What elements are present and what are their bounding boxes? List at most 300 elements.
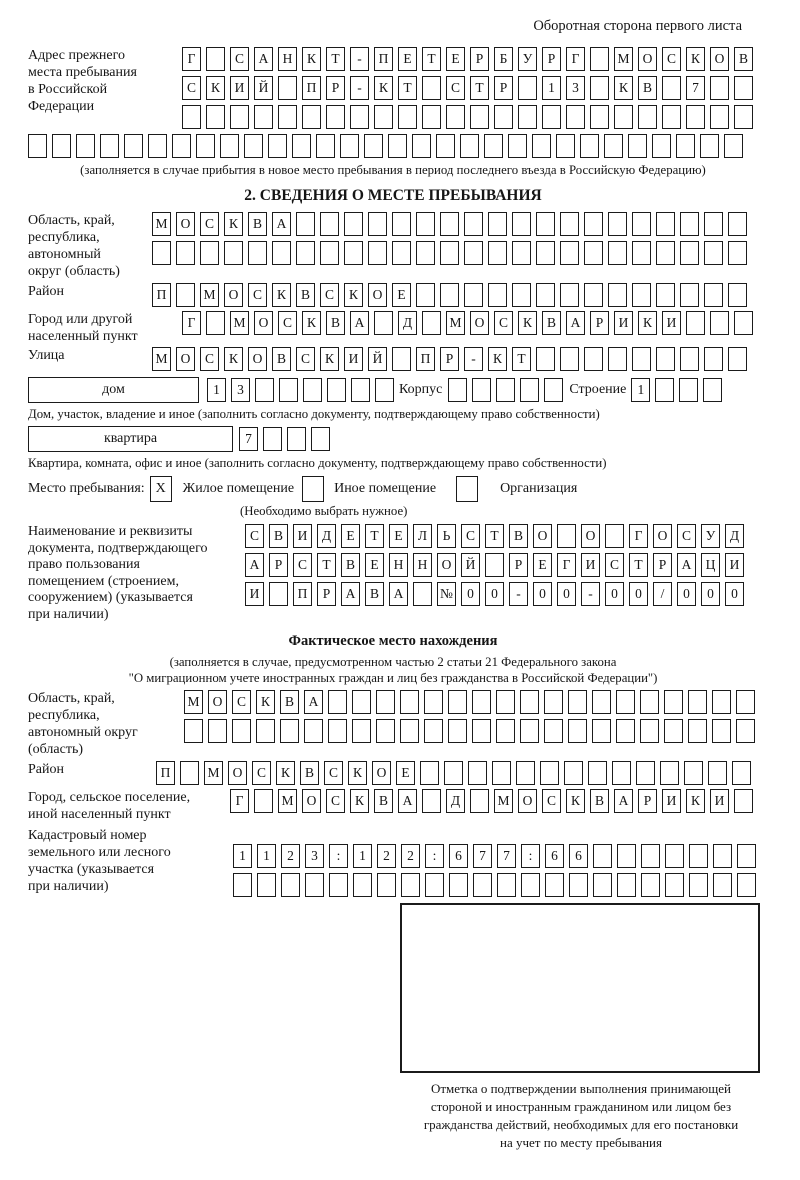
- char-box[interactable]: К: [320, 347, 339, 371]
- char-box[interactable]: [734, 76, 753, 100]
- char-box[interactable]: [710, 311, 729, 335]
- char-box[interactable]: Т: [512, 347, 531, 371]
- char-box[interactable]: Р: [638, 789, 657, 813]
- checkbox-other-premises[interactable]: [302, 476, 324, 502]
- char-box[interactable]: [632, 212, 651, 236]
- char-box[interactable]: Е: [398, 47, 417, 71]
- char-box[interactable]: К: [488, 347, 507, 371]
- char-box[interactable]: [728, 347, 747, 371]
- char-box[interactable]: Е: [533, 553, 552, 577]
- char-box[interactable]: [593, 873, 612, 897]
- char-box[interactable]: [617, 844, 636, 868]
- char-box[interactable]: К: [272, 283, 291, 307]
- char-box[interactable]: [652, 134, 671, 158]
- char-box[interactable]: А: [677, 553, 696, 577]
- char-box[interactable]: [616, 690, 635, 714]
- char-box[interactable]: [196, 134, 215, 158]
- char-box[interactable]: [680, 241, 699, 265]
- char-box[interactable]: А: [614, 789, 633, 813]
- char-box[interactable]: [512, 212, 531, 236]
- char-box[interactable]: Й: [461, 553, 480, 577]
- char-box[interactable]: [688, 690, 707, 714]
- char-box[interactable]: [272, 241, 291, 265]
- char-box[interactable]: [638, 105, 657, 129]
- char-box[interactable]: [400, 719, 419, 743]
- char-box[interactable]: [206, 47, 225, 71]
- char-box[interactable]: [584, 347, 603, 371]
- char-box[interactable]: Р: [470, 47, 489, 71]
- char-box[interactable]: -: [350, 76, 369, 100]
- char-box[interactable]: [508, 134, 527, 158]
- char-box[interactable]: [560, 283, 579, 307]
- char-box[interactable]: С: [232, 690, 251, 714]
- char-box[interactable]: [497, 873, 516, 897]
- char-box[interactable]: [152, 241, 171, 265]
- char-box[interactable]: [287, 427, 306, 451]
- char-box[interactable]: К: [224, 347, 243, 371]
- char-box[interactable]: К: [344, 283, 363, 307]
- char-box[interactable]: [676, 134, 695, 158]
- char-box[interactable]: [686, 105, 705, 129]
- char-box[interactable]: К: [638, 311, 657, 335]
- char-box[interactable]: [388, 134, 407, 158]
- char-box[interactable]: [512, 283, 531, 307]
- char-box[interactable]: [608, 241, 627, 265]
- char-box[interactable]: [544, 719, 563, 743]
- char-box[interactable]: [351, 378, 370, 402]
- char-box[interactable]: [255, 378, 274, 402]
- char-box[interactable]: [468, 761, 487, 785]
- char-box[interactable]: О: [653, 524, 672, 548]
- char-box[interactable]: И: [725, 553, 744, 577]
- char-box[interactable]: С: [293, 553, 312, 577]
- char-box[interactable]: О: [368, 283, 387, 307]
- char-box[interactable]: [176, 241, 195, 265]
- char-box[interactable]: [736, 690, 755, 714]
- char-box[interactable]: [704, 241, 723, 265]
- char-box[interactable]: [689, 844, 708, 868]
- char-box[interactable]: [545, 873, 564, 897]
- char-box[interactable]: 1: [207, 378, 226, 402]
- char-box[interactable]: М: [204, 761, 223, 785]
- char-box[interactable]: [608, 283, 627, 307]
- char-box[interactable]: [292, 134, 311, 158]
- char-box[interactable]: [464, 212, 483, 236]
- char-box[interactable]: Т: [365, 524, 384, 548]
- char-box[interactable]: Д: [725, 524, 744, 548]
- char-box[interactable]: [728, 212, 747, 236]
- char-box[interactable]: С: [182, 76, 201, 100]
- char-box[interactable]: В: [365, 582, 384, 606]
- char-box[interactable]: Н: [413, 553, 432, 577]
- char-box[interactable]: [593, 844, 612, 868]
- char-box[interactable]: Д: [317, 524, 336, 548]
- char-box[interactable]: О: [533, 524, 552, 548]
- checkbox-organization[interactable]: [456, 476, 478, 502]
- char-box[interactable]: К: [374, 76, 393, 100]
- char-box[interactable]: Т: [317, 553, 336, 577]
- char-box[interactable]: [320, 212, 339, 236]
- char-box[interactable]: [536, 241, 555, 265]
- char-box[interactable]: [148, 134, 167, 158]
- char-box[interactable]: И: [662, 311, 681, 335]
- char-box[interactable]: Т: [422, 47, 441, 71]
- char-box[interactable]: [76, 134, 95, 158]
- char-box[interactable]: [656, 347, 675, 371]
- char-box[interactable]: [416, 241, 435, 265]
- char-box[interactable]: /: [653, 582, 672, 606]
- char-box[interactable]: [484, 134, 503, 158]
- char-box[interactable]: [326, 105, 345, 129]
- char-box[interactable]: Т: [326, 47, 345, 71]
- char-box[interactable]: Й: [254, 76, 273, 100]
- char-box[interactable]: [244, 134, 263, 158]
- char-box[interactable]: И: [344, 347, 363, 371]
- char-box[interactable]: И: [581, 553, 600, 577]
- char-box[interactable]: [584, 212, 603, 236]
- char-box[interactable]: [616, 719, 635, 743]
- char-box[interactable]: П: [152, 283, 171, 307]
- char-box[interactable]: [700, 134, 719, 158]
- char-box[interactable]: [521, 873, 540, 897]
- char-box[interactable]: Р: [317, 582, 336, 606]
- char-box[interactable]: [220, 134, 239, 158]
- char-box[interactable]: [254, 105, 273, 129]
- char-box[interactable]: [470, 789, 489, 813]
- char-box[interactable]: [281, 873, 300, 897]
- char-box[interactable]: [52, 134, 71, 158]
- char-box[interactable]: Д: [446, 789, 465, 813]
- char-box[interactable]: [713, 844, 732, 868]
- char-box[interactable]: М: [152, 347, 171, 371]
- char-box[interactable]: С: [605, 553, 624, 577]
- char-box[interactable]: [560, 347, 579, 371]
- char-box[interactable]: [304, 719, 323, 743]
- char-box[interactable]: [557, 524, 576, 548]
- char-box[interactable]: [737, 873, 756, 897]
- char-box[interactable]: [206, 105, 225, 129]
- char-box[interactable]: С: [446, 76, 465, 100]
- char-box[interactable]: [512, 241, 531, 265]
- char-box[interactable]: [564, 761, 583, 785]
- char-box[interactable]: [296, 241, 315, 265]
- char-box[interactable]: К: [224, 212, 243, 236]
- char-box[interactable]: О: [710, 47, 729, 71]
- char-box[interactable]: [536, 347, 555, 371]
- char-box[interactable]: [377, 873, 396, 897]
- char-box[interactable]: [584, 283, 603, 307]
- char-box[interactable]: [416, 212, 435, 236]
- char-box[interactable]: [449, 873, 468, 897]
- char-box[interactable]: В: [269, 524, 288, 548]
- char-box[interactable]: [444, 761, 463, 785]
- char-box[interactable]: [422, 105, 441, 129]
- char-box[interactable]: [316, 134, 335, 158]
- char-box[interactable]: [734, 789, 753, 813]
- char-box[interactable]: [352, 719, 371, 743]
- char-box[interactable]: Е: [341, 524, 360, 548]
- char-box[interactable]: [340, 134, 359, 158]
- char-box[interactable]: О: [228, 761, 247, 785]
- char-box[interactable]: [424, 719, 443, 743]
- char-box[interactable]: [628, 134, 647, 158]
- char-box[interactable]: [703, 378, 722, 402]
- char-box[interactable]: 0: [557, 582, 576, 606]
- char-box[interactable]: [374, 105, 393, 129]
- char-box[interactable]: Ц: [701, 553, 720, 577]
- char-box[interactable]: [401, 873, 420, 897]
- char-box[interactable]: [448, 719, 467, 743]
- char-box[interactable]: У: [518, 47, 537, 71]
- char-box[interactable]: [233, 873, 252, 897]
- char-box[interactable]: [679, 378, 698, 402]
- char-box[interactable]: С: [461, 524, 480, 548]
- char-box[interactable]: М: [152, 212, 171, 236]
- char-box[interactable]: [448, 690, 467, 714]
- char-box[interactable]: [662, 76, 681, 100]
- char-box[interactable]: [736, 719, 755, 743]
- char-box[interactable]: [664, 719, 683, 743]
- char-box[interactable]: [734, 105, 753, 129]
- char-box[interactable]: Г: [566, 47, 585, 71]
- char-box[interactable]: [488, 283, 507, 307]
- char-box[interactable]: [311, 427, 330, 451]
- char-box[interactable]: И: [293, 524, 312, 548]
- char-box[interactable]: [278, 105, 297, 129]
- char-box[interactable]: А: [398, 789, 417, 813]
- char-box[interactable]: О: [302, 789, 321, 813]
- char-box[interactable]: [656, 212, 675, 236]
- char-box[interactable]: С: [296, 347, 315, 371]
- char-box[interactable]: 0: [629, 582, 648, 606]
- char-box[interactable]: А: [304, 690, 323, 714]
- char-box[interactable]: [376, 719, 395, 743]
- char-box[interactable]: В: [374, 789, 393, 813]
- char-box[interactable]: С: [278, 311, 297, 335]
- char-box[interactable]: [712, 690, 731, 714]
- char-box[interactable]: [665, 844, 684, 868]
- char-box[interactable]: У: [701, 524, 720, 548]
- char-box[interactable]: [584, 241, 603, 265]
- char-box[interactable]: П: [374, 47, 393, 71]
- char-box[interactable]: [344, 241, 363, 265]
- char-box[interactable]: [632, 347, 651, 371]
- char-box[interactable]: [686, 311, 705, 335]
- char-box[interactable]: :: [329, 844, 348, 868]
- char-box[interactable]: [641, 844, 660, 868]
- char-box[interactable]: [124, 134, 143, 158]
- char-box[interactable]: [375, 378, 394, 402]
- char-box[interactable]: [182, 105, 201, 129]
- char-box[interactable]: К: [350, 789, 369, 813]
- char-box[interactable]: [656, 283, 675, 307]
- char-box[interactable]: [328, 690, 347, 714]
- char-box[interactable]: [655, 378, 674, 402]
- char-box[interactable]: П: [302, 76, 321, 100]
- char-box[interactable]: [568, 719, 587, 743]
- char-box[interactable]: -: [581, 582, 600, 606]
- char-box[interactable]: 0: [677, 582, 696, 606]
- char-box[interactable]: С: [252, 761, 271, 785]
- char-box[interactable]: [392, 347, 411, 371]
- char-box[interactable]: Д: [398, 311, 417, 335]
- char-box[interactable]: 2: [377, 844, 396, 868]
- char-box[interactable]: [422, 311, 441, 335]
- char-box[interactable]: [617, 873, 636, 897]
- char-box[interactable]: 2: [281, 844, 300, 868]
- char-box[interactable]: 3: [566, 76, 585, 100]
- char-box[interactable]: [224, 241, 243, 265]
- char-box[interactable]: [540, 761, 559, 785]
- char-box[interactable]: 0: [533, 582, 552, 606]
- char-box[interactable]: [710, 76, 729, 100]
- char-box[interactable]: [206, 311, 225, 335]
- char-box[interactable]: А: [254, 47, 273, 71]
- char-box[interactable]: [556, 134, 575, 158]
- char-box[interactable]: [470, 105, 489, 129]
- char-box[interactable]: [612, 761, 631, 785]
- char-box[interactable]: Т: [629, 553, 648, 577]
- char-box[interactable]: 1: [257, 844, 276, 868]
- char-box[interactable]: [496, 378, 515, 402]
- char-box[interactable]: 7: [473, 844, 492, 868]
- char-box[interactable]: И: [245, 582, 264, 606]
- char-box[interactable]: Т: [485, 524, 504, 548]
- char-box[interactable]: В: [590, 789, 609, 813]
- char-box[interactable]: [352, 690, 371, 714]
- char-box[interactable]: :: [521, 844, 540, 868]
- char-box[interactable]: [422, 76, 441, 100]
- char-box[interactable]: [436, 134, 455, 158]
- char-box[interactable]: С: [320, 283, 339, 307]
- char-box[interactable]: М: [200, 283, 219, 307]
- char-box[interactable]: В: [248, 212, 267, 236]
- char-box[interactable]: 3: [305, 844, 324, 868]
- char-box[interactable]: [28, 134, 47, 158]
- char-box[interactable]: Р: [542, 47, 561, 71]
- char-box[interactable]: В: [296, 283, 315, 307]
- char-box[interactable]: [327, 378, 346, 402]
- char-box[interactable]: П: [156, 761, 175, 785]
- char-box[interactable]: [640, 719, 659, 743]
- char-box[interactable]: [180, 761, 199, 785]
- char-box[interactable]: 1: [353, 844, 372, 868]
- char-box[interactable]: :: [425, 844, 444, 868]
- char-box[interactable]: [590, 76, 609, 100]
- char-box[interactable]: [728, 241, 747, 265]
- char-box[interactable]: Й: [368, 347, 387, 371]
- char-box[interactable]: О: [581, 524, 600, 548]
- char-box[interactable]: [569, 873, 588, 897]
- char-box[interactable]: А: [341, 582, 360, 606]
- char-box[interactable]: -: [464, 347, 483, 371]
- char-box[interactable]: Р: [590, 311, 609, 335]
- char-box[interactable]: [100, 134, 119, 158]
- char-box[interactable]: С: [494, 311, 513, 335]
- char-box[interactable]: [472, 690, 491, 714]
- char-box[interactable]: [302, 105, 321, 129]
- char-box[interactable]: [496, 719, 515, 743]
- char-box[interactable]: [303, 378, 322, 402]
- char-box[interactable]: К: [348, 761, 367, 785]
- char-box[interactable]: [640, 690, 659, 714]
- char-box[interactable]: С: [200, 347, 219, 371]
- char-box[interactable]: С: [662, 47, 681, 71]
- char-box[interactable]: К: [566, 789, 585, 813]
- char-box[interactable]: Е: [446, 47, 465, 71]
- char-box[interactable]: [392, 241, 411, 265]
- char-box[interactable]: М: [230, 311, 249, 335]
- char-box[interactable]: [422, 789, 441, 813]
- char-box[interactable]: Н: [278, 47, 297, 71]
- char-box[interactable]: [232, 719, 251, 743]
- char-box[interactable]: [200, 241, 219, 265]
- char-box[interactable]: И: [614, 311, 633, 335]
- char-box[interactable]: [604, 134, 623, 158]
- char-box[interactable]: [544, 378, 563, 402]
- char-box[interactable]: [560, 212, 579, 236]
- char-box[interactable]: [263, 427, 282, 451]
- char-box[interactable]: О: [638, 47, 657, 71]
- char-box[interactable]: [257, 873, 276, 897]
- char-box[interactable]: П: [416, 347, 435, 371]
- char-box[interactable]: К: [276, 761, 295, 785]
- char-box[interactable]: К: [614, 76, 633, 100]
- char-box[interactable]: П: [293, 582, 312, 606]
- char-box[interactable]: [724, 134, 743, 158]
- char-box[interactable]: 6: [449, 844, 468, 868]
- char-box[interactable]: Г: [182, 311, 201, 335]
- char-box[interactable]: [710, 105, 729, 129]
- char-box[interactable]: О: [248, 347, 267, 371]
- char-box[interactable]: [641, 873, 660, 897]
- char-box[interactable]: -: [350, 47, 369, 71]
- char-box[interactable]: А: [245, 553, 264, 577]
- char-box[interactable]: С: [677, 524, 696, 548]
- char-box[interactable]: [542, 105, 561, 129]
- char-box[interactable]: [608, 347, 627, 371]
- char-box[interactable]: В: [509, 524, 528, 548]
- char-box[interactable]: А: [566, 311, 585, 335]
- char-box[interactable]: В: [280, 690, 299, 714]
- char-box[interactable]: 7: [497, 844, 516, 868]
- char-box[interactable]: [608, 212, 627, 236]
- char-box[interactable]: К: [302, 47, 321, 71]
- char-box[interactable]: Е: [396, 761, 415, 785]
- char-box[interactable]: [566, 105, 585, 129]
- char-box[interactable]: 3: [231, 378, 250, 402]
- char-box[interactable]: Г: [230, 789, 249, 813]
- char-box[interactable]: [485, 553, 504, 577]
- char-box[interactable]: [473, 873, 492, 897]
- char-box[interactable]: Г: [182, 47, 201, 71]
- char-box[interactable]: [420, 761, 439, 785]
- char-box[interactable]: [172, 134, 191, 158]
- char-box[interactable]: [184, 719, 203, 743]
- char-box[interactable]: [364, 134, 383, 158]
- char-box[interactable]: [536, 283, 555, 307]
- char-box[interactable]: Е: [389, 524, 408, 548]
- char-box[interactable]: [392, 212, 411, 236]
- char-box[interactable]: О: [254, 311, 273, 335]
- char-box[interactable]: [662, 105, 681, 129]
- char-box[interactable]: [592, 690, 611, 714]
- char-box[interactable]: [280, 719, 299, 743]
- char-box[interactable]: [400, 690, 419, 714]
- char-box[interactable]: [492, 761, 511, 785]
- char-box[interactable]: [590, 47, 609, 71]
- char-box[interactable]: О: [224, 283, 243, 307]
